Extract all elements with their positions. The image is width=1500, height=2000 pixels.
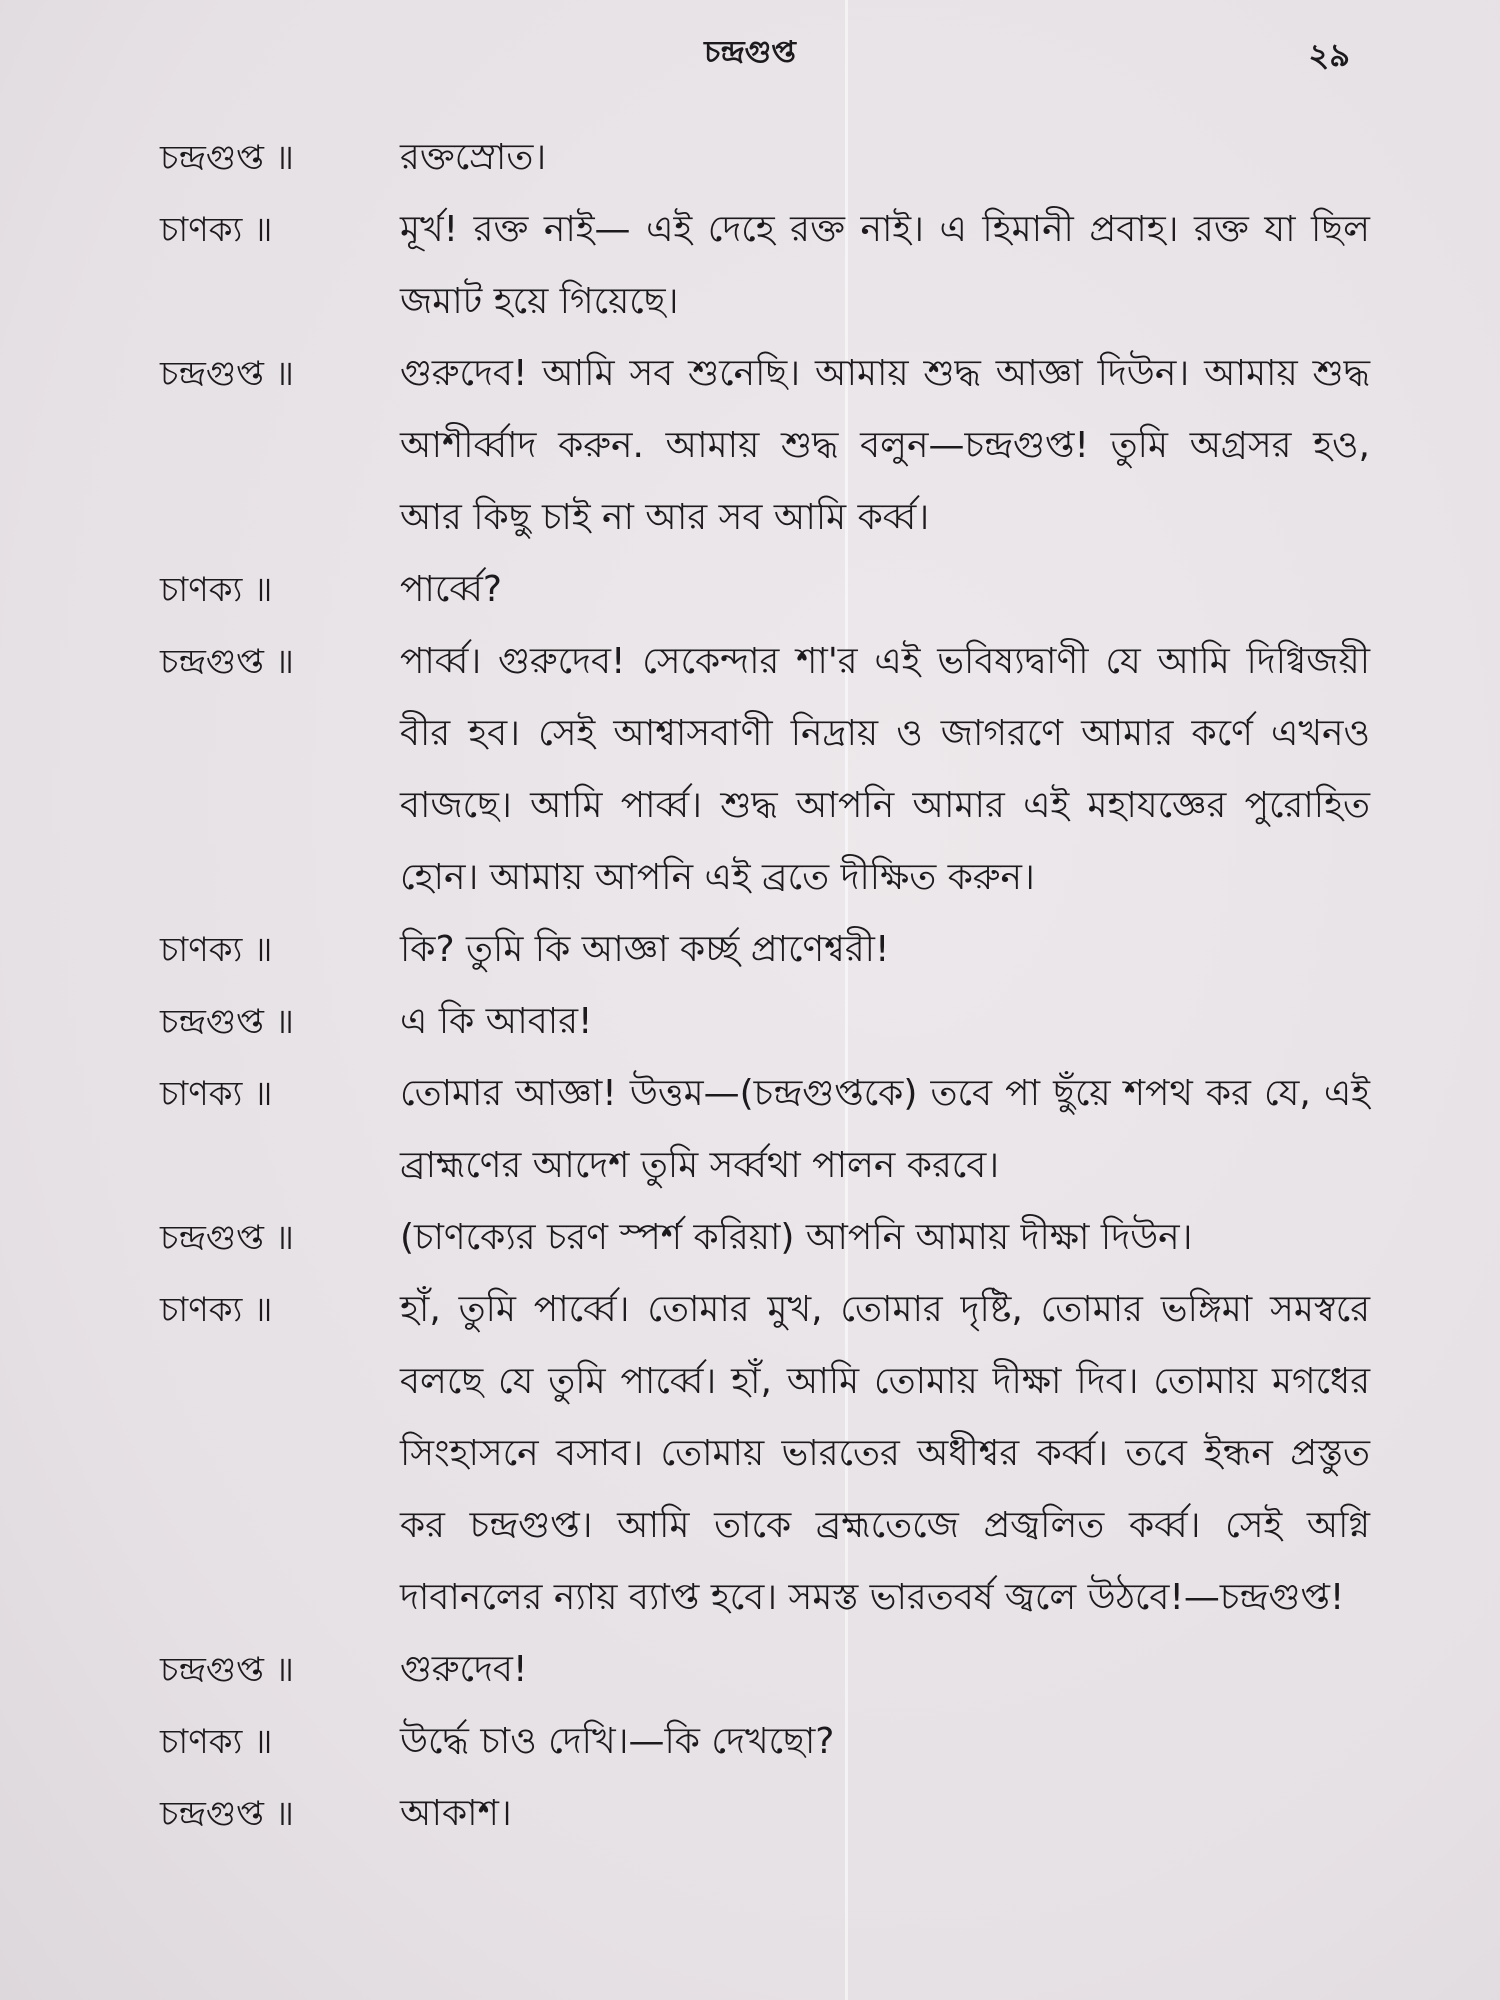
speech-text: রক্তস্রোত। (400, 137, 547, 178)
speech-text: হাঁ, তুমি পার্ব্বে। তোমার মুখ, তোমার দৃষ্টি, তোমার ভঙ্গিমা সমস্বরে বলছে যে তুমি পার্ব্বে। হাঁ, আমি তোমায় দীক্ষা দিব। তোমায় মগধের সিংহাসনে বসাব। তোমায় ভারতের অধীশ্বর কর্ব্ব। তবে ইন্ধন প্রস্তুত কর চন্দ্রগুপ্ত। আমি তাকে ব্রহ্মতেজে প্রজ্বলিত কর্ব্ব। সেই অগ্নি দাবানলের ন্যায় ব্যাপ্ত হবে। সমস্ত ভারতবর্ষ জ্বলে উঠবে!—চন্দ্রগুপ্ত! (400, 1289, 1370, 1618)
dialogue-entry (160, 1202, 1370, 1274)
speaker-name: চন্দ্রগুপ্ত ॥ (160, 642, 294, 682)
running-title: চন্দ্রগুপ্ত (704, 35, 796, 70)
speaker-name: চাণক্য ॥ (160, 210, 273, 250)
speech-text: গুরুদেব! আমি সব শুনেছি। আমায় শুদ্ধ আজ্ঞা দিউন। আমায় শুদ্ধ আশীর্ব্বাদ করুন. আমায় শুদ্ধ বলুন—চন্দ্রগুপ্ত! তুমি অগ্রসর হও, আর কিছু চাই না আর সব আমি কর্ব্ব। (400, 353, 1370, 538)
speech-text: আকাশ। (400, 1793, 512, 1834)
speaker-name: চাণক্য ॥ (160, 930, 273, 970)
dialogue-entry (160, 338, 1370, 554)
speech-text: (চাণক্যের চরণ স্পর্শ করিয়া) আপনি আমায় দীক্ষা দিউন। (400, 1217, 1193, 1258)
speaker-name: চাণক্য ॥ (160, 1722, 273, 1762)
speech-text: উর্দ্ধে চাও দেখি।—কি দেখছো? (400, 1721, 835, 1762)
speaker-name: চন্দ্রগুপ্ত ॥ (160, 354, 294, 394)
dialogue-entry (160, 122, 1370, 194)
speech-text: পার্ব্ব। গুরুদেব! সেকেন্দার শা'র এই ভবিষ্যদ্বাণী যে আমি দিগ্বিজয়ী বীর হব। সেই আশ্বাসবাণী নিদ্রায় ও জাগরণে আমার কর্ণে এখনও বাজছে। আমি পার্ব্ব। শুদ্ধ আপনি আমার এই মহাযজ্ঞের পুরোহিত হোন। আমায় আপনি এই ব্রতে দীক্ষিত করুন। (400, 641, 1370, 898)
dialogue-entry (160, 1058, 1370, 1202)
speech-text: কি? তুমি কি আজ্ঞা কর্চ্ছ প্রাণেশ্বরী! (400, 929, 890, 970)
speech-text: এ কি আবার! (400, 1001, 593, 1042)
speaker-name: চাণক্য ॥ (160, 1290, 273, 1330)
speaker-name: চন্দ্রগুপ্ত ॥ (160, 138, 294, 178)
speech-text: তোমার আজ্ঞা! উত্তম—(চন্দ্রগুপ্তকে) তবে পা ছুঁয়ে শপথ কর যে, এই ব্রাহ্মণের আদেশ তুমি সর্ব্বথা পালন করবে। (400, 1073, 1370, 1186)
dialogue-entry (160, 914, 1370, 986)
dialogue-entry (160, 1634, 1370, 1706)
dialogue-entry (160, 1706, 1370, 1778)
speaker-name: চন্দ্রগুপ্ত ॥ (160, 1650, 294, 1690)
dialogue-entry (160, 554, 1370, 626)
dialogue-entry (160, 194, 1370, 338)
speaker-name: চন্দ্রগুপ্ত ॥ (160, 1002, 294, 1042)
speaker-name: চন্দ্রগুপ্ত ॥ (160, 1218, 294, 1258)
dialogue-entry (160, 986, 1370, 1058)
dialogue-list (160, 122, 1370, 1850)
speaker-name: চন্দ্রগুপ্ত ॥ (160, 1794, 294, 1834)
speaker-name: চাণক্য ॥ (160, 570, 273, 610)
dialogue-entry (160, 1274, 1370, 1634)
speech-text: মূর্খ! রক্ত নাই— এই দেহে রক্ত নাই। এ হিমানী প্রবাহ। রক্ত যা ছিল জমাট হয়ে গিয়েছে। (400, 209, 1370, 322)
page-number: ২৯ (1308, 36, 1350, 74)
speech-text: গুরুদেব! (400, 1649, 528, 1690)
dialogue-entry (160, 626, 1370, 914)
dialogue-entry (160, 1778, 1370, 1850)
speech-text: পার্ব্বে? (400, 569, 502, 610)
speaker-name: চাণক্য ॥ (160, 1074, 273, 1114)
